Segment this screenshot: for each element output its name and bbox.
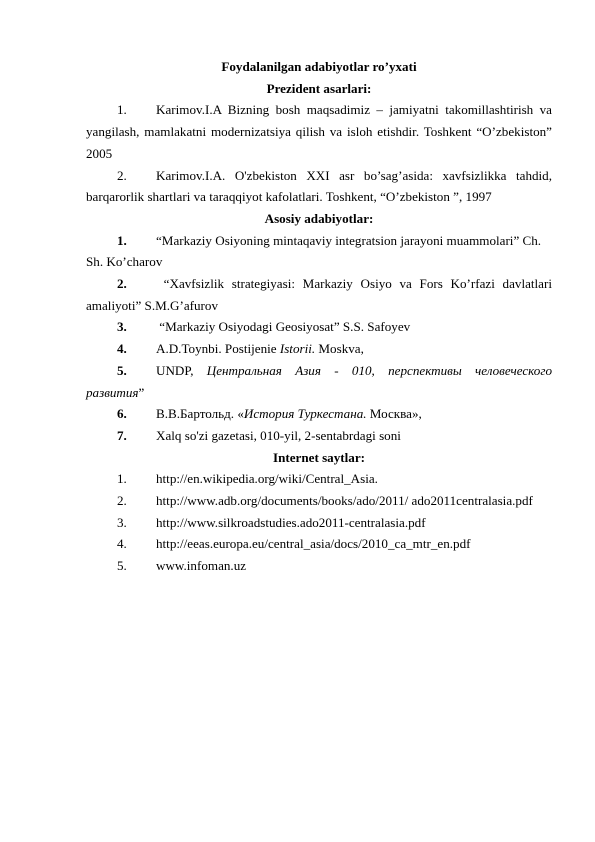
page-title: Foydalanilgan adabiyotlar ro’yxati — [221, 59, 417, 74]
item-number: 4. — [117, 536, 127, 552]
link-text[interactable]: http://www.adb.org/documents/books/ado/2011/ ado2011centralasia.pdf — [156, 493, 533, 509]
item-number: 3. — [117, 514, 127, 530]
item-number: 2. — [117, 167, 127, 183]
item-number: 1. — [117, 471, 127, 487]
list-item — [86, 468, 552, 490]
item-number: 1. — [117, 232, 127, 248]
section-heading-main-literature: Asosiy adabiyotlar: — [264, 210, 374, 226]
list-item — [86, 512, 552, 534]
item-text: “Markaziy Osiyodagi Geosiyosat” S.S. Safoyev — [156, 319, 411, 335]
item-text-italic: История Туркестана. — [243, 406, 367, 422]
item-text-italic: Istorii. — [279, 341, 316, 357]
list-item — [86, 360, 552, 403]
item-number: 2. — [117, 276, 127, 292]
list-item — [86, 403, 552, 425]
item-text-post: Москва», — [366, 406, 422, 422]
item-number: 6. — [117, 406, 127, 422]
link-text[interactable]: http://www.silkroadstudies.ado2011-centralasia.pdf — [156, 514, 426, 530]
list-item — [86, 338, 552, 360]
item-text: Karimov.I.A. O'zbekiston XXI asr bo’sag’asida: xavfsizlikka tahdid, barqarorlik shartlari va taraqqiyot kafolatlari. Toshkent, “O’zbekiston ”, 1997 — [86, 167, 552, 205]
list-item — [86, 425, 552, 447]
item-text-pre: В.В.Бартольд. « — [156, 406, 244, 422]
item-number: 4. — [117, 341, 127, 357]
list-item — [86, 490, 552, 512]
item-number: 5. — [117, 362, 127, 378]
list-item — [86, 273, 552, 316]
item-text-italic: Центральная Азия - 010, перспективы человеческого развития — [86, 362, 552, 400]
item-number: 1. — [117, 102, 127, 118]
section-heading-president: Prezident asarlari: — [266, 80, 372, 96]
item-text: “Markaziy Osiyoning mintaqaviy integratsion jarayoni muammolari” Ch. Sh. Ko’charov — [86, 232, 542, 270]
link-text[interactable]: http://en.wikipedia.org/wiki/Central_Asia. — [156, 471, 378, 487]
section-heading-internet-sites: Internet saytlar: — [273, 449, 365, 465]
item-number: 2. — [117, 493, 127, 509]
item-text: “Xavfsizlik strategiyasi: Markaziy Osiyo va Fors Ko’rfazi davlatlari amaliyoti” S.M.G’afurov — [86, 276, 552, 313]
item-number: 7. — [117, 427, 127, 443]
bibliography — [86, 56, 552, 577]
link-text[interactable]: www.infoman.uz — [156, 558, 247, 574]
item-text-post: ” — [138, 384, 145, 400]
item-text-pre: UNDP, — [156, 362, 207, 378]
item-text-pre: A.D.Toynbi. Postijenie — [156, 341, 280, 357]
item-text-post: Moskva, — [315, 341, 364, 357]
item-number: 3. — [117, 319, 127, 335]
list-item — [86, 555, 552, 577]
link-text[interactable]: http://eeas.europa.eu/central_asia/docs/2010_ca_mtr_en.pdf — [156, 536, 471, 552]
list-item — [86, 99, 552, 164]
list-item — [86, 230, 552, 273]
list-item — [86, 533, 552, 555]
item-text: Karimov.I.A Bizning bosh maqsadimiz – jamiyatni takomillashtirish va yangilash, mamlakatni modernizatsiya qilish va isloh etishdir. Toshkent “O’zbekiston” 2005 — [86, 102, 552, 161]
list-item — [86, 165, 552, 208]
list-item — [86, 316, 552, 338]
item-text: Xalq so'zi gazetasi, 010-yil, 2-sentabrdagi soni — [156, 427, 401, 443]
item-number: 5. — [117, 558, 127, 574]
